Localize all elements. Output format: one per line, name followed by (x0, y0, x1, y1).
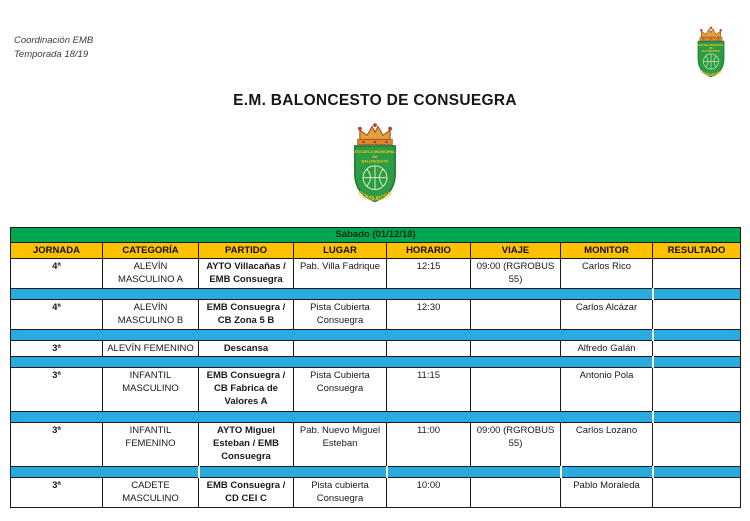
separator-band (653, 289, 741, 300)
table-row (11, 368, 741, 412)
club-crest-logo-small (688, 22, 734, 90)
column-header-partido: PARTIDO (199, 243, 294, 259)
column-header-viaje: VIAJE (471, 243, 561, 259)
column-header-categoria: CATEGORÍA (103, 243, 199, 259)
cell-horario: 11:15 (387, 368, 471, 412)
cell-categoria: INFANTIL FEMENINO (103, 423, 199, 467)
cell-categoria: ALEVÍN FEMENINO (103, 341, 199, 357)
separator-band (653, 357, 741, 368)
page-title: E.M. BALONCESTO DE CONSUEGRA (233, 92, 517, 109)
cell-horario: 12:30 (387, 300, 471, 330)
cell-lugar: Pab. Villa Fadrique (294, 259, 387, 289)
separator-row (11, 289, 741, 300)
cell-lugar: Pista Cubierta Consuegra (294, 300, 387, 330)
separator-band (11, 412, 653, 423)
cell-monitor: Alfredo Galán (561, 341, 653, 357)
separator-row (11, 412, 741, 423)
cell-resultado (653, 300, 741, 330)
separator-band (11, 330, 653, 341)
cell-jornada: 3ª (11, 478, 103, 508)
cell-horario (387, 341, 471, 357)
coordination-line: Coordinación EMB (14, 35, 94, 46)
cell-partido: AYTO Villacañas / EMB Consuegra (199, 259, 294, 289)
separator-band (653, 467, 741, 478)
cell-monitor: Carlos Rico (561, 259, 653, 289)
cell-viaje (471, 341, 561, 357)
cell-lugar (294, 341, 387, 357)
cell-partido: EMB Consuegra / CD CEI C (199, 478, 294, 508)
cell-viaje (471, 478, 561, 508)
separator-band (387, 467, 561, 478)
coordination-header (14, 34, 93, 62)
date-header-row (11, 228, 741, 243)
cell-lugar: Pista cubierta Consuegra (294, 478, 387, 508)
cell-monitor: Carlos Lozano (561, 423, 653, 467)
cell-partido: AYTO Miguel Esteban / EMB Consuegra (199, 423, 294, 467)
cell-partido: EMB Consuegra / CB Zona 5 B (199, 300, 294, 330)
cell-categoria: ALEVÍN MASCULINO B (103, 300, 199, 330)
cell-viaje: 09:00 (RGROBUS 55) (471, 259, 561, 289)
column-header-resultado: RESULTADO (653, 243, 741, 259)
cell-partido: EMB Consuegra / CB Fabrica de Valores A (199, 368, 294, 412)
cell-monitor: Antonio Pola (561, 368, 653, 412)
separator-row (11, 467, 741, 478)
separator-band (561, 467, 653, 478)
table-row (11, 300, 741, 330)
cell-lugar: Pab. Nuevo Miguel Esteban (294, 423, 387, 467)
cell-horario: 10:00 (387, 478, 471, 508)
separator-band (653, 330, 741, 341)
cell-resultado (653, 259, 741, 289)
cell-horario: 11:00 (387, 423, 471, 467)
cell-partido: Descansa (199, 341, 294, 357)
cell-categoria: INFANTIL MASCULINO (103, 368, 199, 412)
separator-row (11, 357, 741, 368)
separator-band (199, 467, 387, 478)
cell-lugar: Pista Cubierta Consuegra (294, 368, 387, 412)
table-row (11, 341, 741, 357)
cell-viaje (471, 300, 561, 330)
cell-categoria: CADETE MASCULINO (103, 478, 199, 508)
cell-categoria: ALEVÍN MASCULINO A (103, 259, 199, 289)
table-row (11, 423, 741, 467)
separator-band (653, 412, 741, 423)
separator-band (11, 289, 653, 300)
separator-row (11, 330, 741, 341)
column-header-lugar: LUGAR (294, 243, 387, 259)
cell-resultado (653, 478, 741, 508)
cell-monitor: Pablo Moraleda (561, 478, 653, 508)
cell-monitor: Carlos Alcázar (561, 300, 653, 330)
date-header: Sábado (01/12/18) (11, 228, 741, 243)
separator-band (11, 467, 199, 478)
club-crest-logo (339, 120, 411, 218)
table-row (11, 259, 741, 289)
cell-viaje: 09:00 (RGROBUS 55) (471, 423, 561, 467)
separator-band (11, 357, 653, 368)
cell-resultado (653, 341, 741, 357)
column-header-row (11, 243, 741, 259)
cell-jornada: 3ª (11, 368, 103, 412)
cell-jornada: 4ª (11, 259, 103, 289)
cell-jornada: 3ª (11, 423, 103, 467)
cell-resultado (653, 368, 741, 412)
cell-jornada: 3ª (11, 341, 103, 357)
column-header-monitor: MONITOR (561, 243, 653, 259)
cell-jornada: 4ª (11, 300, 103, 330)
table-row (11, 478, 741, 508)
schedule-table (10, 227, 741, 508)
cell-viaje (471, 368, 561, 412)
column-header-jornada: JORNADA (11, 243, 103, 259)
cell-resultado (653, 423, 741, 467)
season-line: Temporada 18/19 (14, 49, 89, 60)
column-header-horario: HORARIO (387, 243, 471, 259)
cell-horario: 12:15 (387, 259, 471, 289)
